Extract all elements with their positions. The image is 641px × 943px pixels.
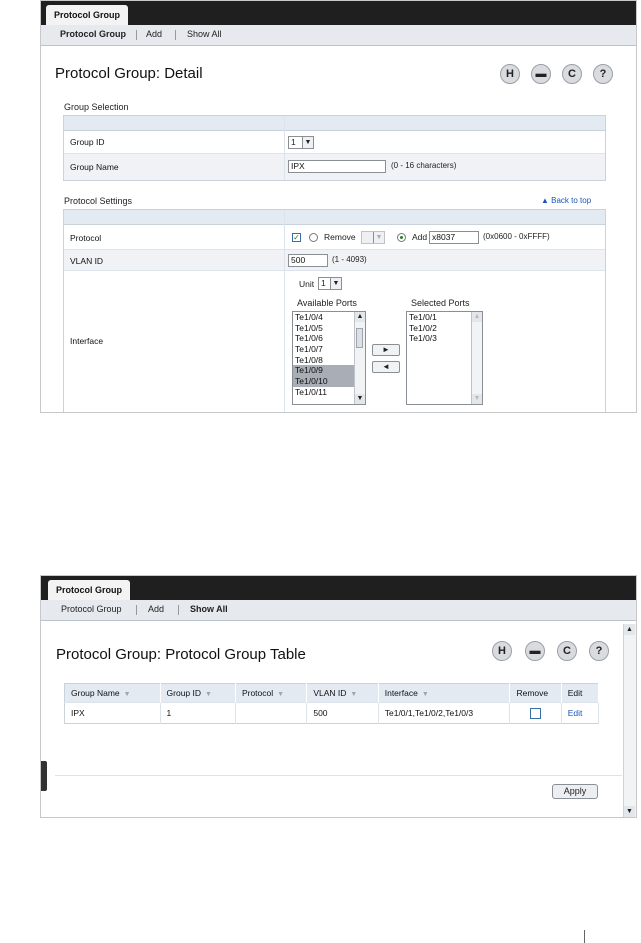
refresh-icon[interactable]: C — [557, 641, 577, 661]
protocol-checkbox[interactable]: ✓ — [293, 233, 300, 242]
sub-navigation — [41, 600, 636, 621]
subnav-show-all[interactable]: Show All — [190, 604, 228, 614]
group-id-value: 1 — [291, 137, 296, 147]
protocol-settings-title: Protocol Settings — [64, 196, 133, 206]
page-scrollbar[interactable] — [623, 624, 636, 817]
remove-label: Remove — [324, 232, 356, 242]
protocol-label: Protocol — [70, 233, 102, 243]
help-icon[interactable]: ? — [593, 64, 613, 84]
ethertype-input[interactable]: x8037 — [429, 231, 479, 244]
top-bar — [41, 1, 636, 25]
chevron-down-icon: ▼ — [302, 137, 313, 148]
help-icon[interactable]: ? — [589, 641, 609, 661]
cell-group-id: 1 — [160, 703, 235, 724]
sort-icon[interactable]: ▼ — [350, 691, 358, 698]
edit-link[interactable]: Edit — [567, 708, 583, 718]
subnav-separator — [175, 30, 176, 40]
subnav-protocol-group[interactable]: Protocol Group — [60, 29, 126, 39]
scroll-up-icon[interactable]: ▲ — [356, 313, 364, 320]
back-to-top-link[interactable]: ▲ Back to top — [541, 196, 592, 205]
selected-ports-scrollbar[interactable] — [471, 312, 482, 404]
subnav-add[interactable]: Add — [146, 29, 163, 39]
interface-label: Interface — [70, 336, 104, 346]
selected-ports-items — [407, 312, 471, 344]
scroll-down-icon[interactable]: ▼ — [356, 395, 364, 402]
available-port-item[interactable]: Te1/0/7 — [295, 344, 323, 355]
subnav-add[interactable]: Add — [148, 604, 165, 614]
divider-line — [55, 775, 622, 776]
scroll-thumb[interactable] — [356, 328, 363, 348]
top-tab-protocol-group[interactable]: Protocol Group — [48, 580, 130, 600]
remove-radio[interactable] — [309, 233, 318, 242]
subnav-show-all[interactable]: Show All — [187, 29, 222, 39]
sort-icon[interactable]: ▼ — [205, 691, 212, 698]
vlan-id-hint: (1 - 4093) — [332, 255, 367, 264]
column-divider — [284, 210, 285, 413]
remove-checkbox[interactable] — [530, 708, 541, 719]
ethertype-hint: (0x0600 - 0xFFFF) — [483, 232, 550, 241]
scroll-up-icon[interactable]: ▲ — [473, 313, 481, 320]
available-port-item[interactable]: Te1/0/4 — [295, 312, 323, 322]
group-id-select[interactable] — [288, 136, 314, 149]
group-name-row — [64, 154, 605, 180]
subnav-separator — [136, 30, 137, 40]
refresh-icon[interactable]: C — [562, 64, 582, 84]
selected-ports-list[interactable] — [406, 311, 483, 405]
table-row — [65, 703, 599, 724]
selected-port-item[interactable]: Te1/0/3 — [409, 333, 437, 344]
selected-port-item[interactable]: Te1/0/2 — [409, 322, 437, 333]
cell-group-name: IPX — [65, 703, 161, 724]
cell-edit — [561, 703, 598, 724]
col-remove: Remove — [510, 684, 561, 703]
protocol-group-detail-window — [40, 0, 637, 413]
selected-ports-label: Selected Ports — [411, 298, 470, 308]
protocol-row — [64, 225, 605, 250]
chevron-down-icon: ▼ — [373, 232, 384, 243]
available-ports-scrollbar[interactable] — [354, 312, 365, 404]
top-tab-protocol-group[interactable]: Protocol Group — [46, 5, 128, 25]
chevron-down-icon: ▼ — [330, 278, 341, 289]
available-port-item[interactable]: Te1/0/10 — [293, 376, 354, 387]
subnav-separator — [178, 605, 179, 615]
interface-row — [64, 271, 605, 413]
scroll-down-icon[interactable]: ▼ — [624, 806, 635, 817]
move-right-button[interactable]: ► — [372, 344, 400, 356]
move-left-button[interactable]: ◄ — [372, 361, 400, 373]
sort-icon[interactable]: ▼ — [123, 691, 131, 698]
scroll-up-icon[interactable]: ▲ — [624, 624, 635, 635]
page-title: Protocol Group: Protocol Group Table — [56, 646, 306, 663]
cell-protocol — [235, 703, 306, 724]
available-ports-list[interactable] — [292, 311, 366, 405]
vlan-id-input[interactable]: 500 — [288, 254, 328, 267]
available-ports-label: Available Ports — [297, 298, 357, 308]
protocol-settings-panel — [63, 209, 606, 413]
unit-value: 1 — [321, 278, 326, 288]
group-id-label: Group ID — [70, 137, 105, 147]
col-protocol[interactable]: Protocol ▼ — [235, 684, 306, 703]
panel-header-row — [64, 210, 605, 225]
cell-vlan-id: 500 — [307, 703, 378, 724]
print-icon[interactable]: ▬ — [525, 641, 545, 661]
remove-select[interactable] — [361, 231, 385, 244]
available-port-item[interactable]: Te1/0/6 — [295, 333, 323, 344]
vlan-id-row — [64, 250, 605, 271]
page-footer-rule — [584, 930, 585, 943]
group-selection-title: Group Selection — [64, 102, 129, 112]
selected-port-item[interactable]: Te1/0/1 — [409, 312, 437, 322]
save-icon[interactable]: H — [492, 641, 512, 661]
cell-remove — [510, 703, 561, 724]
column-divider — [284, 116, 285, 180]
top-bar — [41, 576, 636, 600]
unit-select[interactable] — [318, 277, 342, 290]
group-selection-panel — [63, 115, 606, 181]
subnav-protocol-group[interactable]: Protocol Group — [61, 604, 122, 614]
print-icon[interactable]: ▬ — [531, 64, 551, 84]
group-name-input[interactable]: IPX — [288, 160, 386, 173]
col-group-name[interactable]: Group Name ▼ — [65, 684, 161, 703]
scroll-down-icon[interactable]: ▼ — [473, 395, 481, 402]
add-label: Add — [412, 232, 428, 242]
sort-icon[interactable]: ▼ — [277, 691, 285, 698]
available-port-item[interactable]: Te1/0/11 — [295, 386, 327, 397]
sub-navigation — [41, 25, 636, 46]
col-group-id[interactable]: Group ID ▼ — [160, 684, 235, 703]
group-id-row — [64, 131, 605, 154]
apply-button[interactable]: Apply — [552, 784, 598, 799]
page-title: Protocol Group: Detail — [55, 65, 203, 82]
cell-interface: Te1/0/1,Te1/0/2,Te1/0/3 — [378, 703, 510, 724]
panel-header-row — [64, 116, 605, 131]
sort-icon[interactable]: ▼ — [421, 691, 429, 698]
group-name-label: Group Name — [70, 162, 119, 172]
protocol-group-table — [64, 683, 599, 724]
add-radio[interactable] — [397, 233, 406, 242]
side-panel-handle[interactable] — [41, 761, 47, 791]
unit-label: Unit — [299, 279, 315, 289]
available-ports-items — [293, 312, 354, 398]
vlan-id-label: VLAN ID — [70, 256, 104, 266]
group-name-hint: (0 - 16 characters) — [391, 161, 457, 170]
table-header-row — [65, 684, 599, 703]
save-icon[interactable]: H — [500, 64, 520, 84]
available-port-item[interactable]: Te1/0/8 — [295, 354, 323, 365]
subnav-separator — [136, 605, 137, 615]
col-edit: Edit — [561, 684, 598, 703]
available-port-item[interactable]: Te1/0/5 — [295, 322, 323, 333]
col-interface[interactable]: Interface ▼ — [378, 684, 510, 703]
protocol-group-table-window — [40, 575, 637, 818]
col-vlan-id[interactable]: VLAN ID ▼ — [307, 684, 378, 703]
available-port-item[interactable]: Te1/0/9 — [293, 365, 354, 376]
